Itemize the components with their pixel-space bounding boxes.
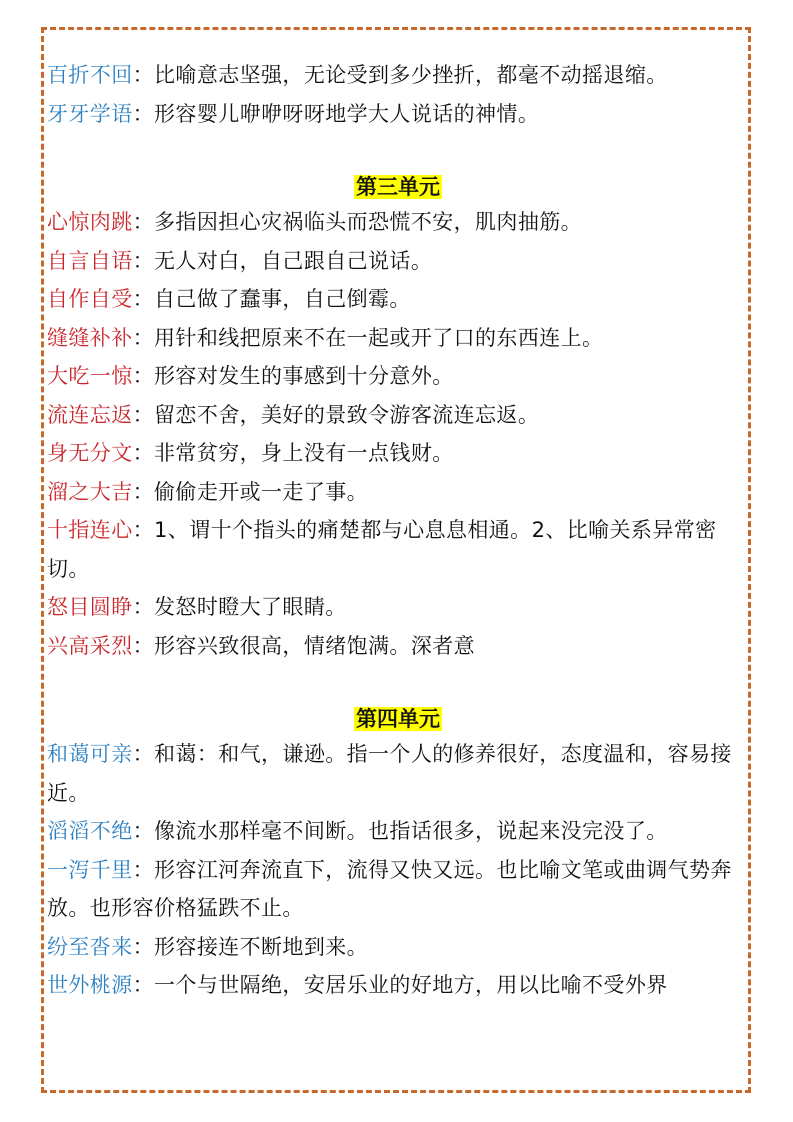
idiom-term: 流连忘返 [47, 402, 133, 427]
list-item: 身无分文：非常贫穷，身上没有一点钱财。 [47, 441, 454, 465]
idiom-definition: 发怒时瞪大了眼睛。 [154, 595, 347, 619]
idiom-term: 自言自语 [47, 248, 133, 273]
idiom-term: 缝缝补补 [47, 325, 133, 350]
list-item: 和蔼可亲：和蔼：和气，谦逊。指一个人的修养很好，态度温和，容易接近。 [47, 742, 732, 805]
idiom-term: 百折不回 [47, 63, 133, 87]
list-item: 流连忘返：留恋不舍，美好的景致令游客流连忘返。 [47, 402, 540, 427]
idiom-term: 世外桃源 [47, 973, 133, 997]
list-item: 纷至沓来：形容接连不断地到来。 [47, 934, 369, 959]
idiom-term: 怒目圆睁 [47, 595, 133, 619]
idiom-definition: 一个与世隔绝，安居乐业的好地方，用以比喻不受外界 [154, 973, 668, 997]
list-item: 百折不回：比喻意志坚强，无论受到多少挫折，都毫不动摇退缩。 [47, 63, 668, 87]
idiom-definition: 形容兴致很高，情绪饱满。深者意 [154, 633, 476, 658]
unit-heading-3: 第三单元 [356, 175, 440, 199]
idiom-definition: 1、谓十个指头的痛楚都与心息息相通。2、比喻关系异常密切。 [47, 518, 717, 581]
idiom-definition: 多指因担心灾祸临头而恐慌不安，肌肉抽筋。 [154, 210, 583, 234]
idiom-definition: 比喻意志坚强，无论受到多少挫折，都毫不动摇退缩。 [154, 63, 668, 87]
list-item: 兴高采烈：形容兴致很高，情绪饱满。深者意 [47, 633, 476, 658]
idiom-definition: 像流水那样毫不间断。也指话很多，说起来没完没了。 [154, 819, 668, 843]
list-item: 心惊肉跳：多指因担心灾祸临头而恐慌不安，肌肉抽筋。 [47, 210, 583, 234]
idiom-definition: 用针和线把原来不在一起或开了口的东西连上。 [154, 325, 604, 350]
idiom-term: 大吃一惊 [47, 364, 133, 388]
list-item: 牙牙学语：形容婴儿咿咿呀呀地学大人说话的神情。 [47, 101, 540, 126]
list-item: 缝缝补补：用针和线把原来不在一起或开了口的东西连上。 [47, 325, 604, 350]
idiom-term: 溜之大吉 [47, 479, 133, 504]
idiom-term: 自作自受 [47, 287, 133, 311]
idiom-definition: 无人对白，自己跟自己说话。 [154, 248, 433, 273]
idiom-definition: 偷偷走开或一走了事。 [154, 479, 369, 504]
list-item: 十指连心：1、谓十个指头的痛楚都与心息息相通。2、比喻关系异常密切。 [47, 518, 717, 581]
list-item: 溜之大吉：偷偷走开或一走了事。 [47, 479, 369, 504]
list-item: 自言自语：无人对白，自己跟自己说话。 [47, 248, 433, 273]
idiom-definition: 非常贫穷，身上没有一点钱财。 [154, 441, 454, 465]
idiom-definition: 形容对发生的事感到十分意外。 [154, 364, 454, 388]
idiom-term: 和蔼可亲 [47, 742, 133, 766]
idiom-term: 心惊肉跳 [47, 210, 133, 234]
idiom-definition: 形容婴儿咿咿呀呀地学大人说话的神情。 [154, 101, 540, 126]
idiom-definition: 留恋不舍，美好的景致令游客流连忘返。 [154, 402, 540, 427]
idiom-definition: 自己做了蠢事，自己倒霉。 [154, 287, 411, 311]
idiom-list [47, 56, 749, 1005]
list-item: 怒目圆睁：发怒时瞪大了眼睛。 [47, 595, 347, 619]
idiom-term: 兴高采烈 [47, 633, 133, 658]
idiom-term: 纷至沓来 [47, 934, 133, 959]
idiom-definition: 形容接连不断地到来。 [154, 934, 369, 959]
idiom-term: 身无分文 [47, 441, 133, 465]
list-item: 一泻千里：形容江河奔流直下，流得又快又远。也比喻文笔或曲调气势奔放。也形容价格猛跌不止。 [47, 857, 732, 920]
idiom-definition: 和蔼：和气，谦逊。指一个人的修养很好，态度温和，容易接近。 [47, 742, 732, 805]
list-item: 世外桃源：一个与世隔绝，安居乐业的好地方，用以比喻不受外界 [47, 973, 668, 997]
idiom-term: 牙牙学语 [47, 101, 133, 126]
list-item: 滔滔不绝：像流水那样毫不间断。也指话很多，说起来没完没了。 [47, 819, 668, 843]
idiom-term: 十指连心 [47, 518, 133, 542]
list-item: 自作自受：自己做了蠢事，自己倒霉。 [47, 287, 411, 311]
list-item: 大吃一惊：形容对发生的事感到十分意外。 [47, 364, 454, 388]
idiom-definition: 形容江河奔流直下，流得又快又远。也比喻文笔或曲调气势奔放。也形容价格猛跌不止。 [47, 857, 732, 920]
idiom-term: 滔滔不绝 [47, 819, 133, 843]
idiom-term: 一泻千里 [47, 857, 133, 882]
unit-heading-4: 第四单元 [356, 707, 440, 731]
